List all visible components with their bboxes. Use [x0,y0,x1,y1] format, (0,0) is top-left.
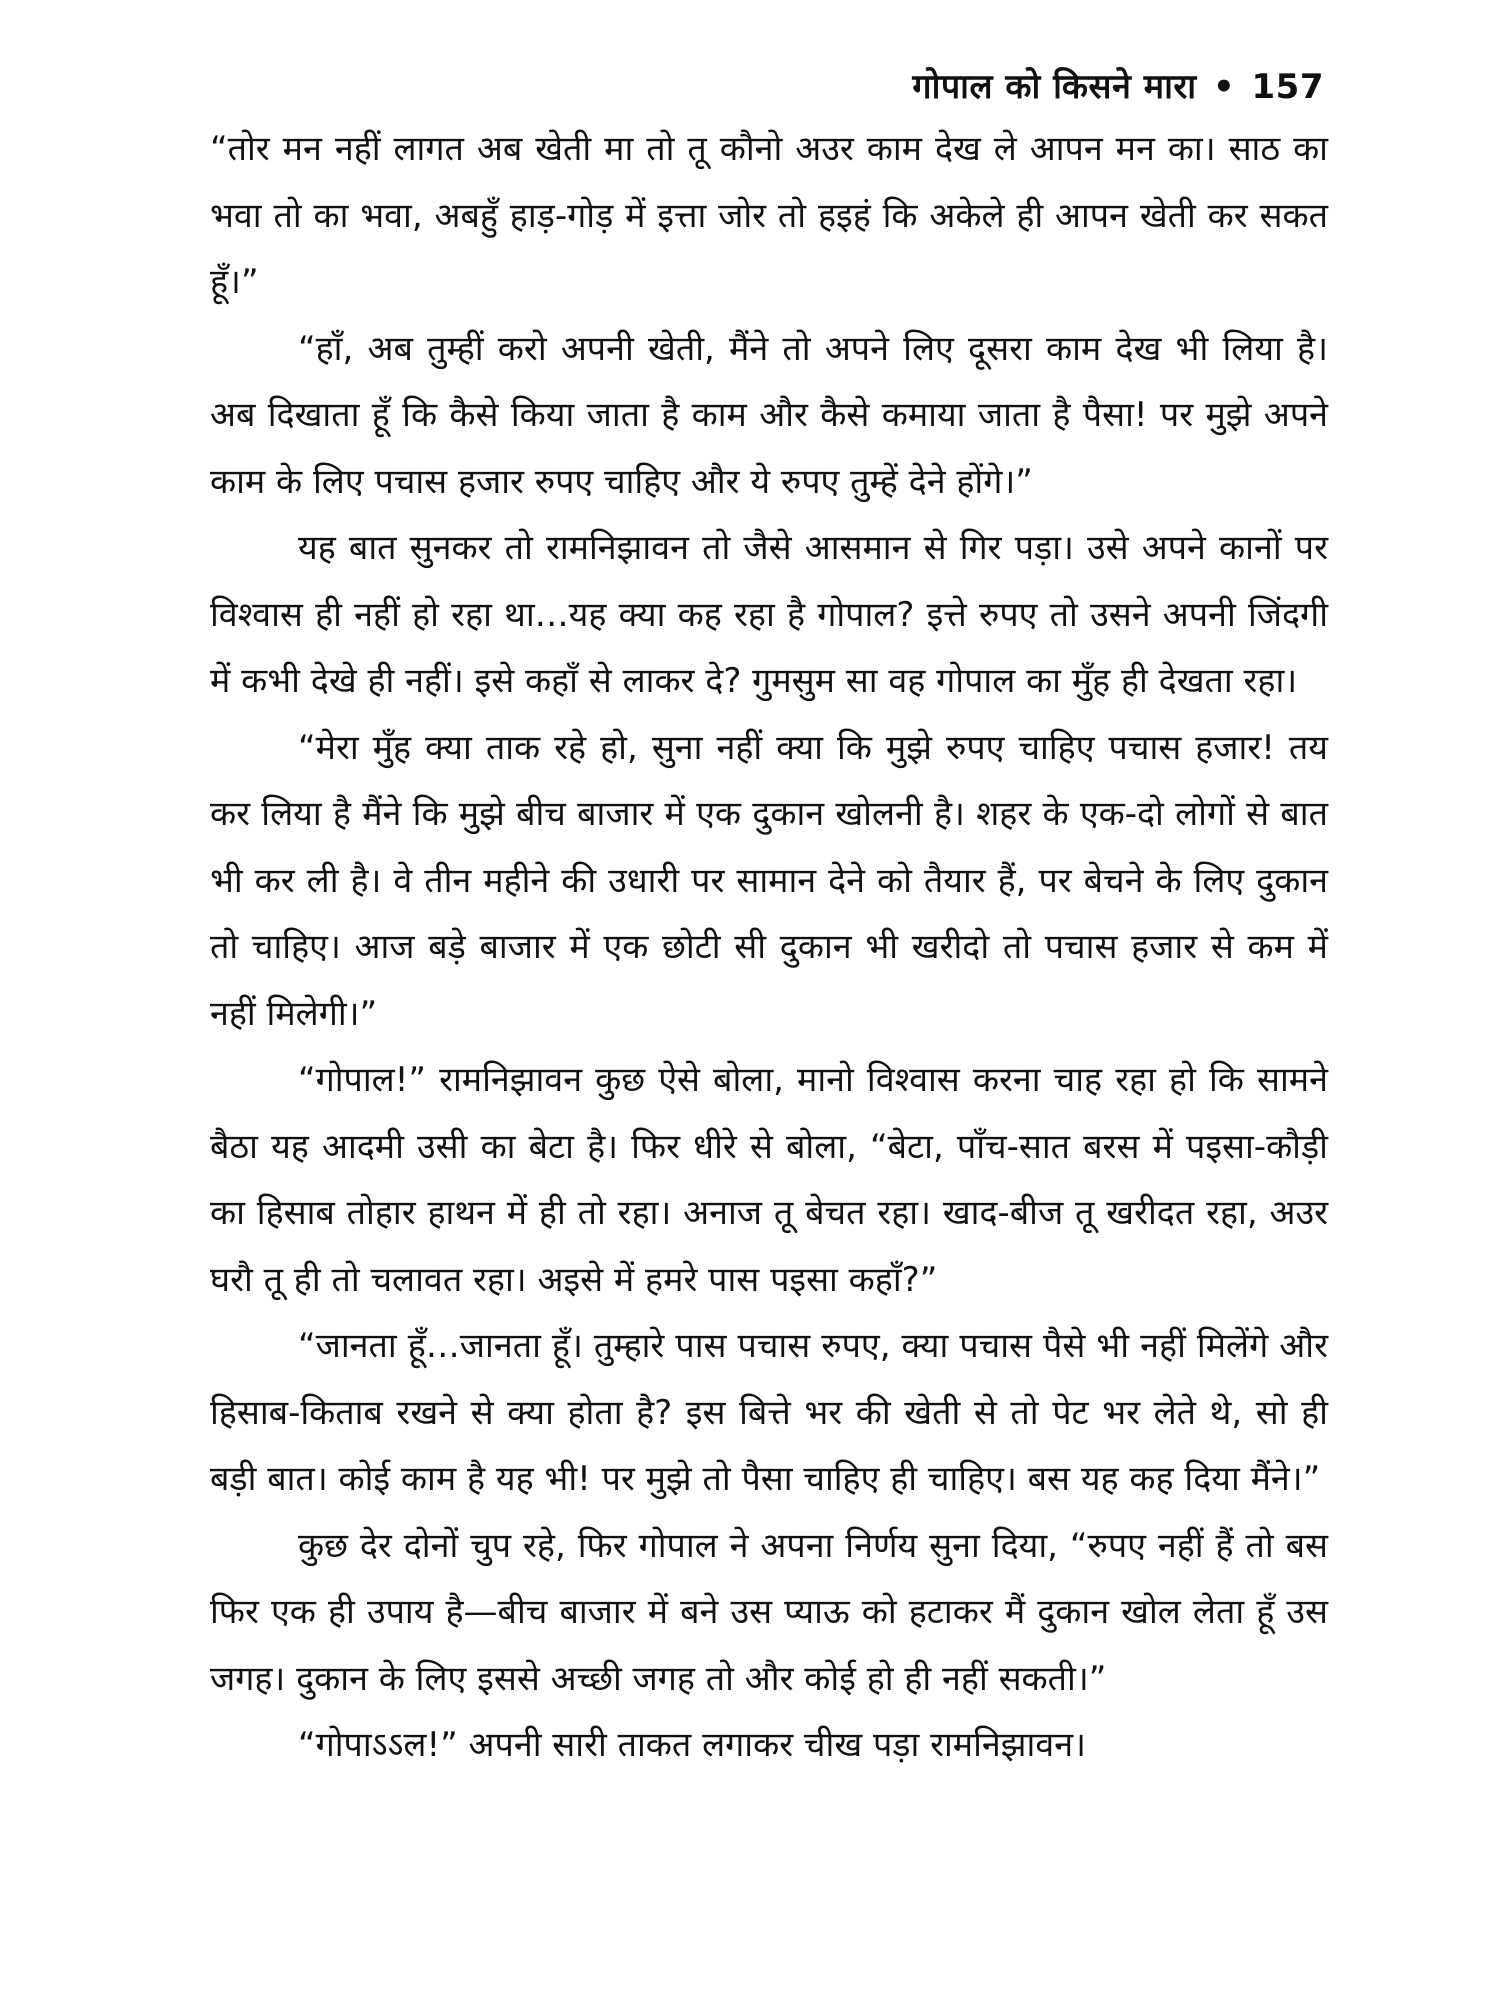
page-number: 157 [1251,67,1324,107]
paragraph-1: “तोर मन नहीं लागत अब खेती मा तो तू कौनो अउर काम देख ले आपन मन का। साठ का भवा तो का भवा, अबहुँ हाड़-गोड़ में इत्ता जोर तो हइहं कि अकेले ही आपन खेती कर सकत हूँ।” [210,129,1328,302]
paragraph-3: यह बात सुनकर तो रामनिझावन तो जैसे आसमान से गिर पड़ा। उसे अपने कानों पर विश्वास ही नहीं हो रहा था…यह क्या कह रहा है गोपाल? इत्ते रुपए तो उसने अपनी जिंदगी में कभी देखे ही नहीं। इसे कहाँ से लाकर दे? गुमसुम सा वह गोपाल का मुँह ही देखता रहा। [210,528,1328,701]
running-header [912,62,1324,108]
chapter-title: गोपाल को किसने मारा [912,67,1197,107]
header-separator: • [1212,67,1236,107]
paragraph-8: “गोपाऽऽल!” अपनी सारी ताकत लगाकर चीख पड़ा रामनिझावन। [298,1725,1086,1765]
paragraph-4: “मेरा मुँह क्या ताक रहे हो, सुना नहीं क्या कि मुझे रुपए चाहिए पचास हजार! तय कर लिया है मैंने कि मुझे बीच बाजार में एक दुकान खोलनी है। शहर के एक-दो लोगों से बात भी कर ली है। वे तीन महीने की उधारी पर सामान देने को तैयार हैं, पर बेचने के लिए दुकान तो चाहिए। आज बड़े बाजार में एक छोटी सी दुकान भी खरीदो तो पचास हजार से कम में नहीं मिलेगी।” [210,727,1328,1034]
body-text [210,116,1328,1779]
paragraph-7: कुछ देर दोनों चुप रहे, फिर गोपाल ने अपना निर्णय सुना दिया, “रुपए नहीं हैं तो बस फिर एक ही उपाय है—बीच बाजार में बने उस प्याऊ को हटाकर मैं दुकान खोल लेता हूँ उस जगह। दुकान के लिए इससे अच्छी जगह तो और कोई हो ही नहीं सकती।” [210,1525,1328,1699]
paragraph-2: “हाँ, अब तुम्हीं करो अपनी खेती, मैंने तो अपने लिए दूसरा काम देख भी लिया है। अब दिखाता हूँ कि कैसे किया जाता है काम और कैसे कमाया जाता है पैसा! पर मुझे अपने काम के लिए पचास हजार रुपए चाहिए और ये रुपए तुम्हें देने होंगे।” [210,328,1328,502]
paragraph-6: “जानता हूँ…जानता हूँ। तुम्हारे पास पचास रुपए, क्या पचास पैसे भी नहीं मिलेंगे और हिसाब-किताब रखने से क्या होता है? इस बित्ते भर की खेती से तो पेट भर लेते थे, सो ही बड़ी बात। कोई काम है यह भी! पर मुझे तो पैसा चाहिए ही चाहिए। बस यह कह दिया मैंने।” [210,1326,1328,1499]
paragraph-5: “गोपाल!” रामनिझावन कुछ ऐसे बोला, मानो विश्वास करना चाह रहा हो कि सामने बैठा यह आदमी उसी का बेटा है। फिर धीरे से बोला, “बेटा, पाँच-सात बरस में पइसा-कौड़ी का हिसाब तोहार हाथन में ही तो रहा। अनाज तू बेचत रहा। खाद-बीज तू खरीदत रहा, अउर घरौ तू ही तो चलावत रहा। अइसे में हमरे पास पइसा कहाँ?” [210,1060,1328,1300]
